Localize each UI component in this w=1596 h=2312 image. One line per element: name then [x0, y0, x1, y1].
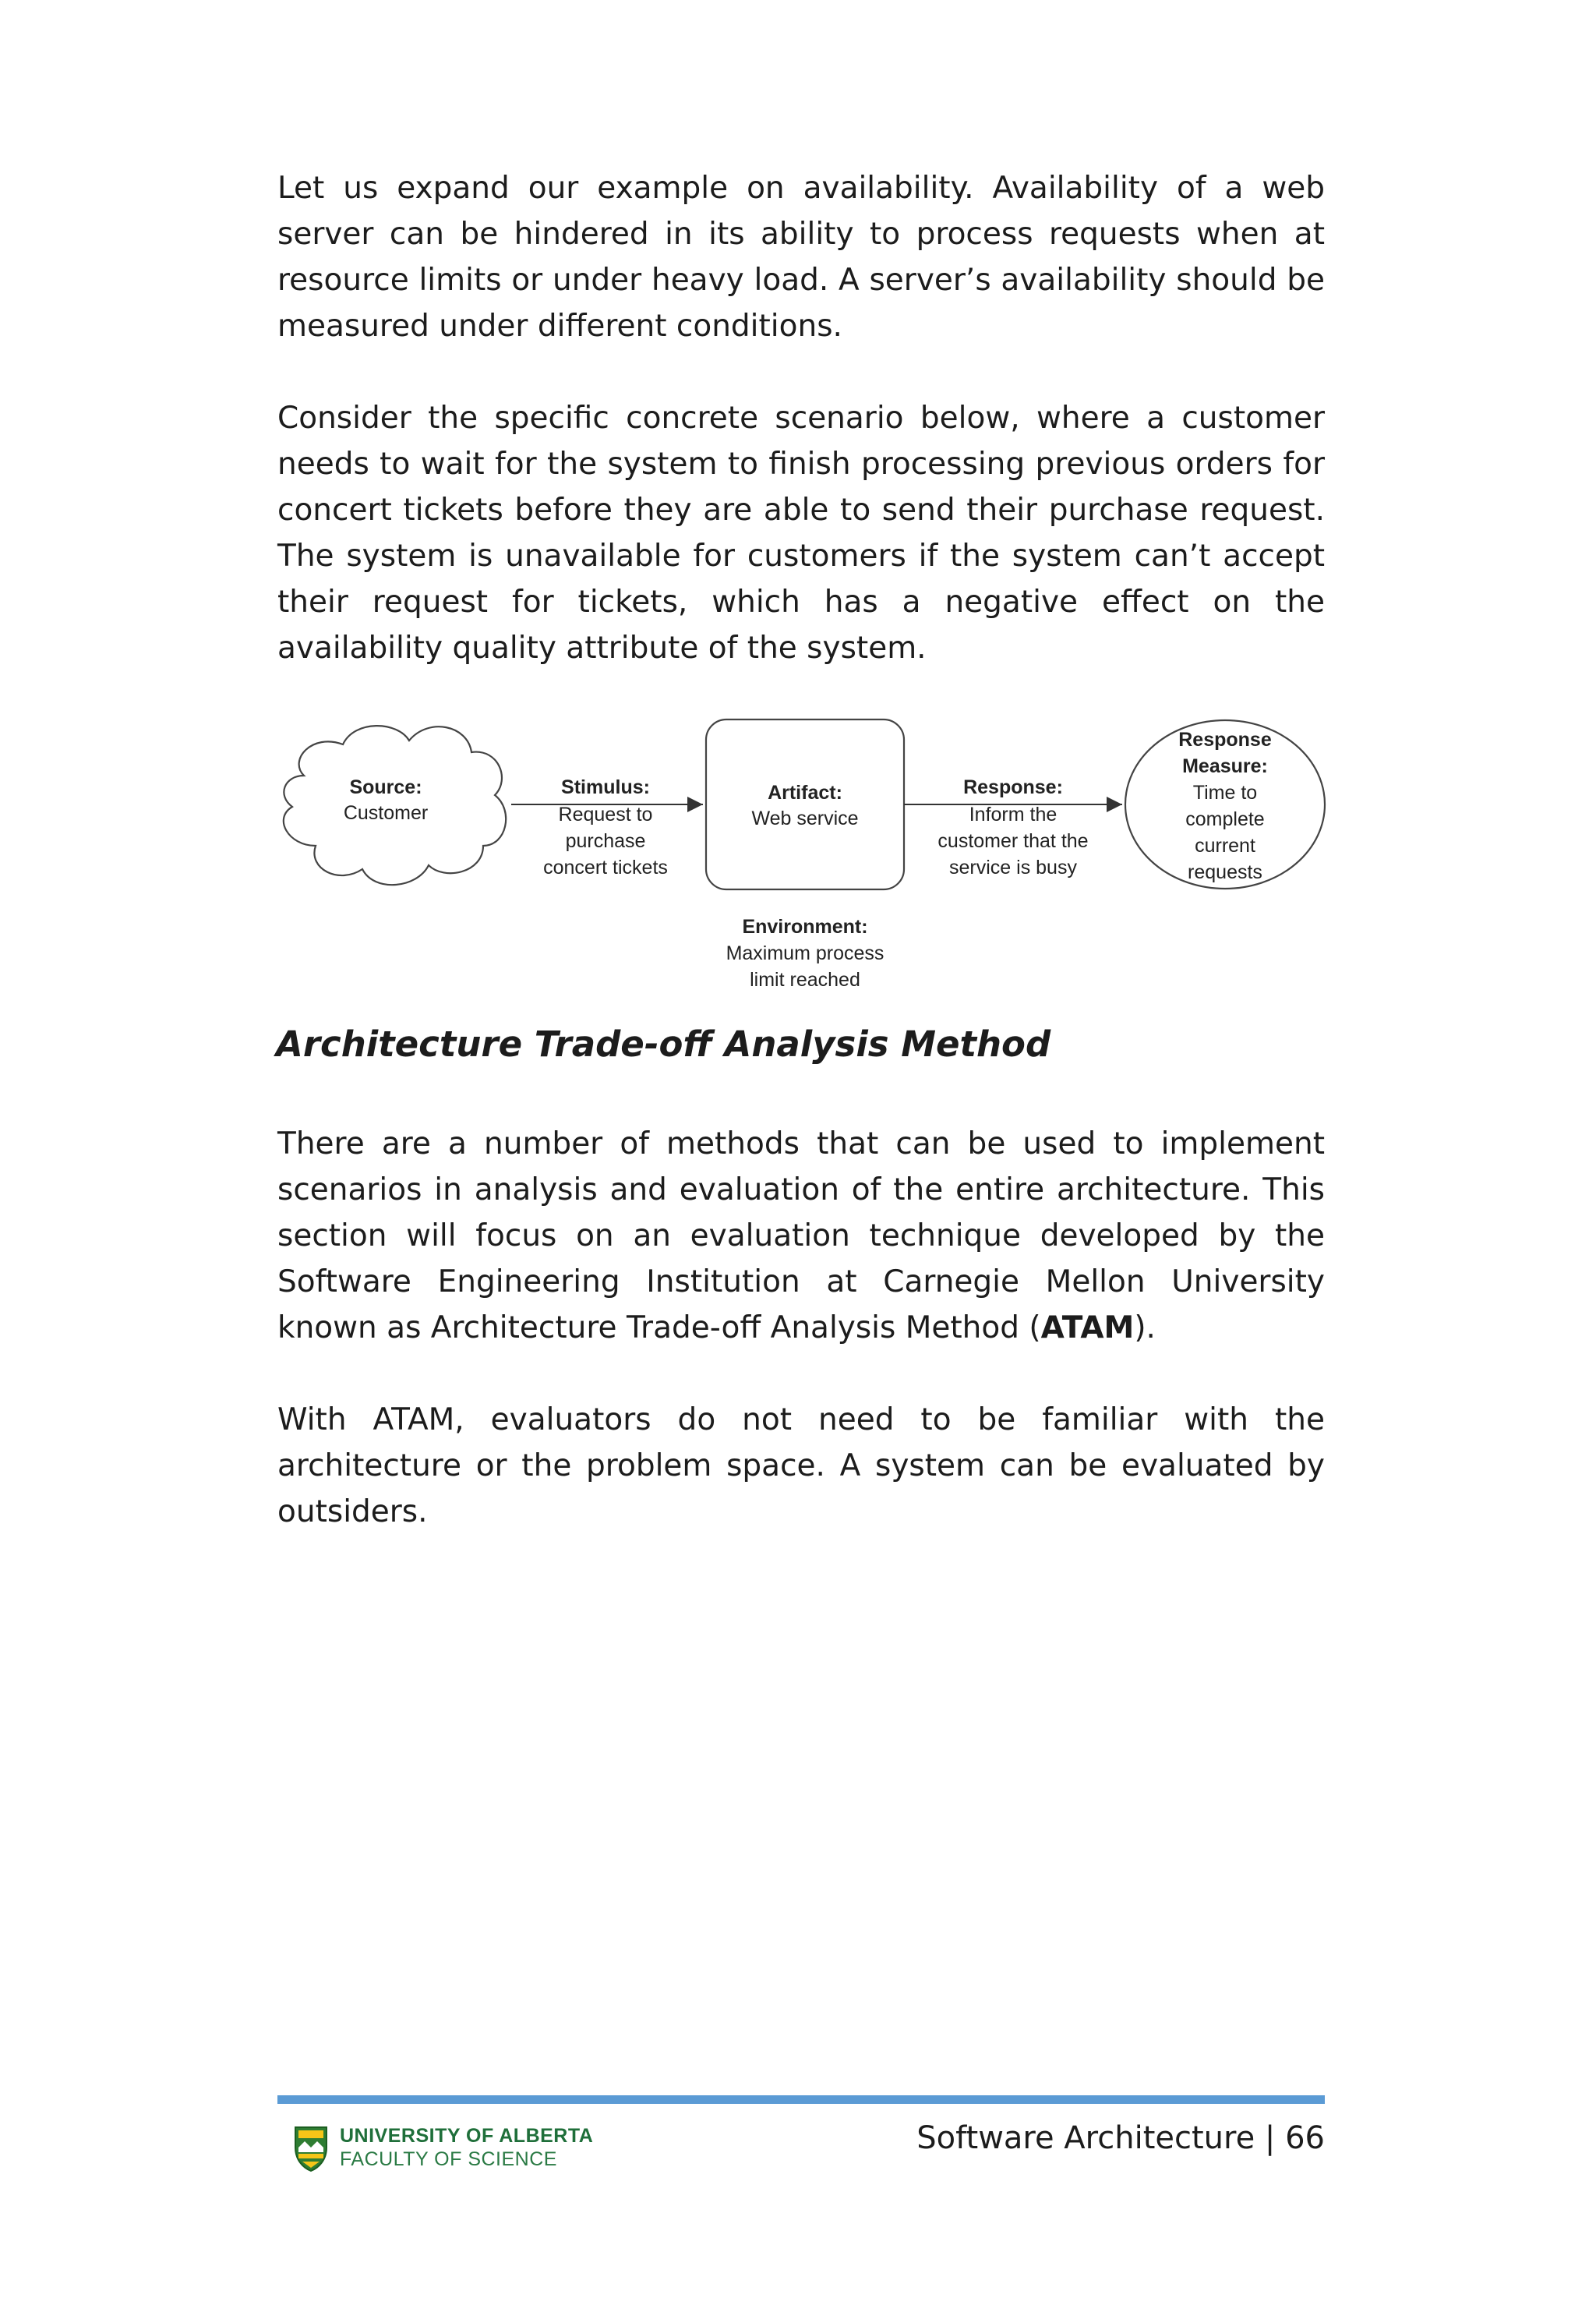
paragraph-atam-intro: [277, 1121, 1325, 1351]
stimulus-line-3: concert tickets: [543, 857, 668, 878]
measure-line-3: current: [1195, 835, 1255, 857]
paragraph-atam-text: There are a number of methods that can be used to implement scenarios in analysis and evaluation of the entire architecture. This section will focus on an evaluation technique developed by the Software Engineering Institution at Carnegie Mellon University known as Architecture Trade-off Analysis Method (: [277, 1126, 1325, 1345]
paragraph-atam-close: ).: [1134, 1310, 1156, 1345]
environment-line-2: limit reached: [750, 969, 860, 991]
atam-bold-term: ATAM: [1040, 1310, 1135, 1345]
logo-wordmark: [340, 2124, 593, 2171]
measure-line-1: Time to: [1192, 782, 1258, 804]
response-title: Response:: [963, 776, 1063, 798]
measure-line-2: complete: [1185, 808, 1265, 830]
artifact-title: Artifact:: [768, 782, 842, 804]
measure-line-4: requests: [1188, 861, 1262, 883]
page-footer-label: Software Architecture | 66: [916, 2120, 1325, 2156]
artifact-text: Web service: [751, 808, 859, 829]
stimulus-title: Stimulus:: [561, 776, 650, 798]
footer-rule: [277, 2095, 1325, 2104]
measure-title-line-2: Measure:: [1182, 755, 1268, 777]
environment-title: Environment:: [742, 916, 868, 938]
response-line-2: customer that the: [937, 830, 1089, 852]
faculty-name: FACULTY OF SCIENCE: [340, 2148, 557, 2170]
university-crest-icon: [293, 2124, 329, 2172]
paragraph-availability-intro: Let us expand our example on availability. Availability of a web server can be hindered in its ability to process requests when at resource limits or under heavy load. A server’s availability should be measured under different conditions.: [277, 171, 1325, 344]
response-line-1: Inform the: [969, 804, 1058, 825]
university-name: UNIVERSITY OF ALBERTA: [340, 2125, 594, 2147]
university-logo: [293, 2123, 620, 2176]
availability-scenario-diagram: [273, 713, 1333, 1002]
artifact-box: [706, 719, 904, 889]
response-line-3: service is busy: [949, 857, 1077, 878]
environment-line-1: Maximum process: [726, 942, 885, 964]
source-title: Source:: [349, 776, 422, 798]
paragraph-atam-outsiders: With ATAM, evaluators do not need to be familiar with the architecture or the problem space. A system can be evaluated by outsiders.: [277, 1402, 1325, 1529]
source-text: Customer: [343, 802, 429, 824]
paragraph-concrete-scenario: Consider the specific concrete scenario below, where a customer needs to wait for the system to finish processing previous orders for concert tickets before they are able to send their purchase request. The system is unavailable for customers if the system can’t accept their request for tickets, which has a negative effect on the availability quality attribute of the system.: [277, 401, 1325, 666]
stimulus-line-1: Request to: [558, 804, 653, 825]
stimulus-line-2: purchase: [565, 830, 646, 852]
measure-title-line-1: Response: [1178, 729, 1272, 751]
section-heading-atam: Architecture Trade-off Analysis Method: [276, 1023, 1051, 1065]
